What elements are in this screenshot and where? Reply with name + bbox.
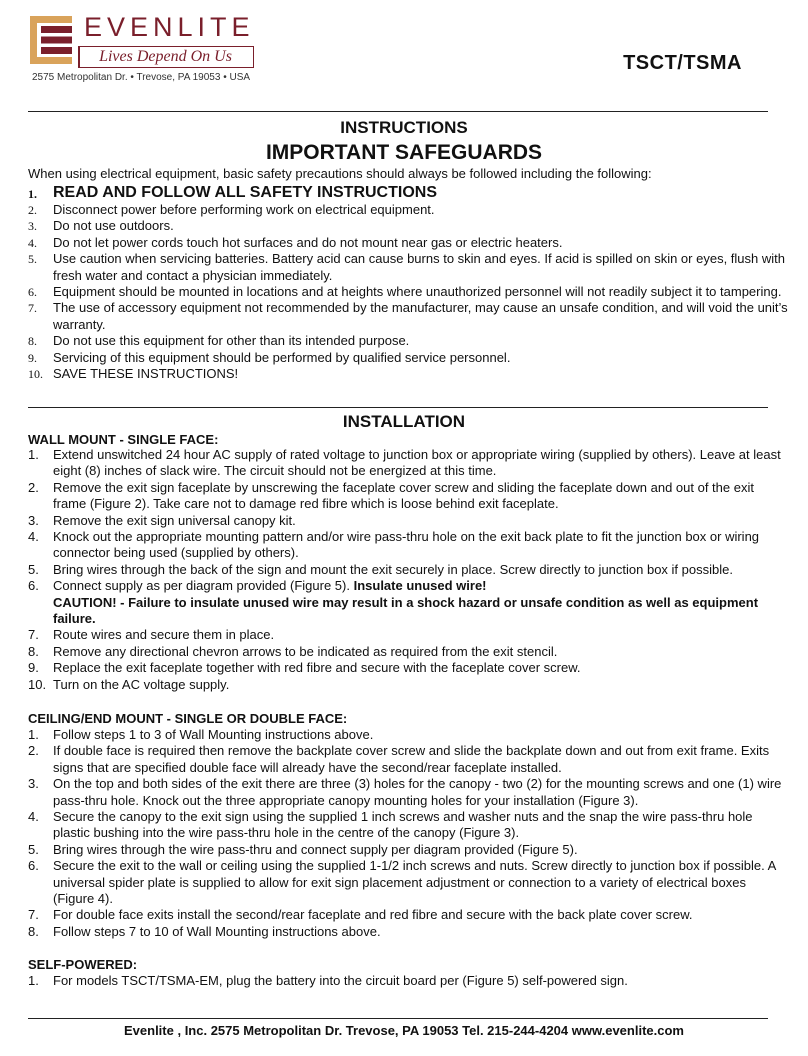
list-item-text: Remove the exit sign universal canopy kit.	[53, 512, 296, 528]
list-item-number: 9.	[28, 350, 37, 365]
list-item-text: Remove any directional chevron arrows to be indicated as required from the exit stencil.	[53, 643, 558, 659]
header-divider	[28, 111, 768, 112]
list-item	[28, 202, 798, 218]
list-item-text: For models TSCT/TSMA-EM, plug the battery into the circuit board per (Figure 5) self-powered sign.	[53, 973, 628, 988]
list-item-number: 1.	[28, 187, 37, 201]
list-item-number: 3.	[28, 219, 37, 234]
wall-mount-heading: WALL MOUNT - SINGLE FACE:	[28, 432, 219, 447]
list-item-text: Secure the canopy to the exit sign using the supplied 1 inch screws and washer nuts and the snap the wire pass-thru hole plastic bushing into the wire pass-thru hole in the centre of the canopy (Figure 3).	[53, 809, 753, 841]
list-item-text: Extend unswitched 24 hour AC supply of rated voltage to junction box or appropriate wiring (supplied by others). Leave at least eight (8) inches of slack wire. The circuit should not be energized at this time.	[53, 447, 781, 479]
insulate-warning: Insulate unused wire!	[353, 578, 487, 594]
list-item	[28, 842, 788, 858]
list-item-number: 4.	[28, 809, 39, 825]
list-item-number: 7.	[28, 907, 39, 923]
section-divider	[28, 407, 768, 408]
list-item	[28, 924, 788, 940]
list-item	[28, 562, 788, 578]
list-item	[28, 858, 788, 907]
list-item-number: 7.	[28, 301, 37, 316]
list-item	[28, 366, 798, 382]
list-item	[28, 776, 788, 809]
self-powered-heading: SELF-POWERED:	[28, 957, 138, 972]
list-item	[28, 284, 798, 300]
safeguards-intro: When using electrical equipment, basic safety precautions should always be followed including the following:	[28, 166, 652, 181]
list-item-text: Do not use outdoors.	[53, 218, 174, 234]
list-item	[28, 627, 788, 643]
list-item	[28, 235, 798, 251]
self-powered-list	[28, 973, 788, 989]
list-item-text: Servicing of this equipment should be performed by qualified service personnel.	[53, 349, 511, 365]
ceiling-mount-heading: CEILING/END MOUNT - SINGLE OR DOUBLE FACE:	[28, 711, 348, 726]
list-item	[28, 973, 788, 989]
logo-address: 2575 Metropolitan Dr. • Trevose, PA 19053 • USA	[32, 72, 251, 83]
list-item-number: 2.	[28, 203, 37, 217]
list-item	[28, 300, 798, 333]
list-item-number: 3.	[28, 512, 39, 528]
list-item-text: Connect supply as per diagram provided (Figure 5).	[53, 578, 354, 594]
installation-title: INSTALLATION	[342, 412, 466, 431]
list-item-number: 3.	[28, 776, 39, 792]
list-item-number: 2.	[28, 743, 39, 759]
list-item-number: 5.	[28, 841, 39, 857]
list-item-text: Secure the exit to the wall or ceiling using the supplied 1-1/2 inch screws and nuts. Screw directly to junction box if possible. A universal spider plate is supplied to allow for exit sign placement adjustment or connection to a variety of electrical boxes (Figure 4).	[53, 858, 776, 907]
list-item	[28, 677, 788, 693]
list-item	[28, 809, 788, 842]
list-item-text: Use caution when servicing batteries. Battery acid can cause burns to skin and eyes. If acid is spilled on skin or eyes, flush with fresh water and contact a physician immediately.	[53, 251, 785, 283]
list-item-number: 1.	[28, 973, 39, 988]
instructions-title: INSTRUCTIONS	[340, 118, 468, 137]
list-item-text: Replace the exit faceplate together with red fibre and secure with the faceplate cover screw.	[53, 660, 581, 676]
list-item	[28, 251, 798, 284]
list-item-number: 4.	[28, 235, 37, 250]
list-item-number: 8.	[28, 643, 39, 659]
list-item-text: Bring wires through the wire pass-thru and connect supply per diagram provided (Figure 5).	[53, 841, 578, 857]
list-item-text: Equipment should be mounted in locations and at heights where unauthorized personnel will not readily subject it to tampering.	[53, 284, 782, 300]
list-item-number: 8.	[28, 923, 39, 939]
company-logo	[30, 14, 262, 88]
list-item-text: Disconnect power before performing work on electrical equipment.	[53, 202, 435, 217]
list-item	[28, 660, 788, 676]
list-item-text: On the top and both sides of the exit there are three (3) holes for the canopy - two (2) for the mounting screws and one (1) wire pass-thru hole. Knock out the three appropriate canopy mounting holes for your installation (Figure 3).	[53, 776, 782, 808]
list-item-text: The use of accessory equipment not recommended by the manufacturer, may cause an unsafe condition, and will void the unit’s warranty.	[53, 300, 788, 332]
model-number: TSCT/TSMA	[623, 52, 742, 74]
list-item-number: 6.	[28, 578, 39, 594]
wall-mount-list	[28, 447, 788, 693]
ceiling-mount-list	[28, 727, 788, 940]
list-item-text: Bring wires through the back of the sign and mount the exit securely in place. Screw directly to junction box if possible.	[53, 561, 733, 577]
list-item-text: Remove the exit sign faceplate by unscrewing the faceplate cover screw and sliding the faceplate down and out of the exit frame (Figure 2). Take care not to damage red fibre which is loose behind exit faceplate.	[53, 479, 754, 512]
list-item	[28, 218, 798, 234]
list-item-number: 1.	[28, 447, 39, 462]
list-item	[28, 578, 788, 627]
list-item-number: 5.	[28, 561, 39, 577]
footer-divider	[28, 1018, 768, 1019]
list-item	[28, 743, 788, 776]
list-item	[28, 183, 798, 202]
list-item-text: For double face exits install the second/rear faceplate and red fibre and secure with the back plate cover screw.	[53, 907, 693, 923]
list-item-number: 7.	[28, 627, 39, 643]
list-item-number: 8.	[28, 334, 37, 349]
list-item-number: 5.	[28, 252, 37, 267]
safeguards-title: IMPORTANT SAFEGUARDS	[265, 141, 543, 164]
list-item-number: 10.	[28, 676, 47, 692]
list-item-text: SAVE THESE INSTRUCTIONS!	[53, 366, 239, 382]
list-item-text: Route wires and secure them in place.	[53, 627, 275, 643]
list-item-number: 6.	[28, 285, 37, 300]
logo-tagline: Lives Depend On Us	[78, 46, 254, 68]
list-item	[28, 447, 788, 480]
list-item-text: Follow steps 7 to 10 of Wall Mounting instructions above.	[53, 923, 381, 939]
footer-contact: Evenlite , Inc. 2575 Metropolitan Dr. Trevose, PA 19053 Tel. 215-244-4204 www.evenlite.com	[124, 1023, 684, 1038]
list-item	[28, 350, 798, 366]
list-item-number: 9.	[28, 660, 39, 676]
logo-wordmark: EVENLITE	[84, 12, 255, 42]
list-item-text: Do not let power cords touch hot surfaces and do not mount near gas or electric heaters.	[53, 234, 563, 250]
list-item	[28, 644, 788, 660]
list-item-number: 4.	[28, 529, 39, 545]
list-item-text: Follow steps 1 to 3 of Wall Mounting instructions above.	[53, 727, 374, 742]
list-item-text: READ AND FOLLOW ALL SAFETY INSTRUCTIONS	[53, 184, 437, 201]
list-item-number: 10.	[28, 367, 43, 382]
list-item-text: Do not use this equipment for other than its intended purpose.	[53, 333, 410, 349]
list-item-number: 6.	[28, 858, 39, 874]
list-item	[28, 333, 798, 349]
list-item-text: If double face is required then remove the backplate cover screw and slide the backplate down and out from exit frame. Exits signs that are specified double face will already have the second/rear faceplate installed.	[53, 743, 770, 775]
list-item	[28, 480, 788, 513]
list-item	[28, 513, 788, 529]
list-item	[28, 727, 788, 743]
list-item-text: Turn on the AC voltage supply.	[53, 676, 230, 692]
list-item	[28, 529, 788, 562]
evenlite-e-logo-icon	[30, 16, 72, 64]
list-item-number: 1.	[28, 727, 39, 742]
list-item-number: 2.	[28, 479, 39, 495]
caution-warning: CAUTION! - Failure to insulate unused wire may result in a shock hazard or unsafe condition as well as equipment failure.	[53, 594, 759, 627]
list-item-text: Knock out the appropriate mounting pattern and/or wire pass-thru hole on the exit back plate to fit the junction box or wiring connector being used (supplied by others).	[53, 529, 760, 561]
list-item	[28, 907, 788, 923]
safeguards-list	[28, 183, 798, 382]
